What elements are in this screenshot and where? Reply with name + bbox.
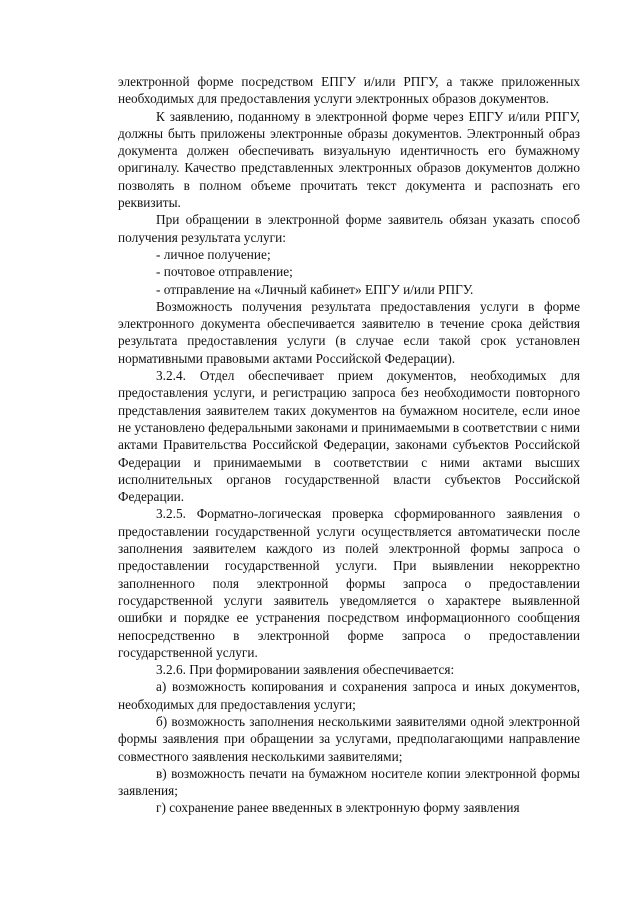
paragraph-continuation: электронной форме посредством ЕПГУ и/или РПГУ, а также приложенных необходимых для предоставления услуги электронных образов документов.: [118, 74, 580, 107]
paragraph-attachments: К заявлению, поданному в электронной форме через ЕПГУ и/или РПГУ, должны быть приложены электронные образы документов. Электронный образ документа должен обеспечивать визуальную идентичность его бумажному оригиналу. Качество представленных электронных образов документов должно позволять в полном объеме прочитать текст документа и распознать его реквизиты.: [118, 108, 580, 211]
paragraph-3-2-4: 3.2.4. Отдел обеспечивает прием документов, необходимых для предоставления услуги, и регистрацию запроса без необходимости повторного представления заявителем таких документов на бумажном носителе, если иное не установлено федеральными законами и принимаемыми в соответствии с ними актами Правительства Российской Федерации, законами субъектов Российской Федерации и принимаемыми в соответствии с ними актами высших исполнительных органов государственной власти субъектов Российской Федерации.: [118, 368, 580, 505]
list-item-mail: - почтовое отправление;: [156, 264, 293, 280]
paragraph-item-v: в) возможность печати на бумажном носителе копии электронной формы заявления;: [118, 765, 580, 799]
list-item-cabinet: - отправление на «Личный кабинет» ЕПГУ и/или РПГУ.: [156, 281, 474, 297]
paragraph-3-2-5: 3.2.5. Форматно-логическая проверка сформированного заявления о предоставлении государственной услуги осуществляется автоматически после заполнения заявителем каждого из полей электронной формы запроса о предоставлении государственной услуги. При выявлении некорректно заполненного поля электронной формы запроса о предоставлении государственной услуги заявитель уведомляется о характере выявленной ошибки и порядке ее устранения посредством информационного сообщения непосредственно в электронной форме запроса о предоставлении государственной услуги.: [118, 506, 580, 660]
paragraph-item-a: а) возможность копирования и сохранения запроса и иных документов, необходимых для предоставления услуги;: [118, 679, 580, 712]
paragraph-3-2-6: 3.2.6. При формировании заявления обеспечивается:: [156, 662, 455, 678]
list-item-personal: - личное получение;: [156, 246, 271, 262]
paragraph-item-g: г) сохранение ранее введенных в электронную форму заявления: [156, 800, 520, 816]
paragraph-electronic-result: Возможность получения результата предоставления услуги в форме электронного документа обеспечивается заявителю в течение срока действия результата предоставления услуги (в случае если такой срок установлен нормативными правовыми актами Российской Федерации).: [118, 298, 580, 366]
paragraph-result-method: При обращении в электронной форме заявитель обязан указать способ получения результата услуги:: [118, 212, 580, 245]
document-page: [118, 73, 580, 817]
paragraph-item-b: б) возможность заполнения несколькими заявителями одной электронной формы заявления при обращении за услугами, предполагающими направление совместного заявления несколькими заявителями;: [118, 713, 580, 764]
